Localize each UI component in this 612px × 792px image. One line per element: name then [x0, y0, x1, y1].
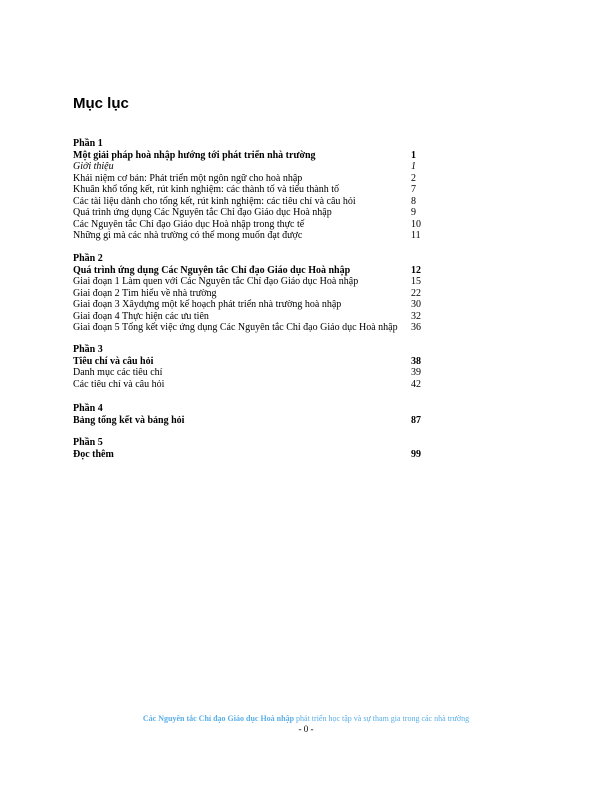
toc-entry-title: Giai đoạn 5 Tổng kết việc ứng dụng Các Nguyên tắc Chỉ đạo Giáo dục Hoà nhập: [73, 322, 398, 333]
toc-entry-title: Các tài liệu dành cho tổng kết, rút kinh nghiệm: các tiêu chí và câu hỏi: [73, 195, 356, 207]
footer-bold-title: Các Nguyên tắc Chỉ đạo Giáo dục Hoà nhập: [142, 714, 295, 723]
toc-section: [73, 437, 423, 460]
toc-entry-page: 2: [411, 172, 416, 184]
toc-entry-page: 30: [411, 299, 421, 310]
toc-entry[interactable]: [73, 207, 423, 219]
toc-entry-page: 1: [411, 149, 416, 161]
toc-entry-title: Các Nguyên tắc Chỉ đạo Giáo dục Hoà nhập trong thực tế: [73, 218, 305, 230]
toc-entry-title: Giai đoạn 2 Tìm hiểu về nhà trường: [73, 287, 217, 299]
toc-entry-title: Khái niệm cơ bản: Phát triển một ngôn ngữ cho hoà nhập: [73, 172, 303, 184]
toc-entry-title: Giai đoạn 3 Xâydựng một kế hoạch phát triển nhà trường hoà nhập: [73, 299, 342, 310]
toc-section: [73, 403, 423, 426]
toc-entry-title: Các tiêu chí và câu hỏi: [73, 378, 165, 390]
toc-section: [73, 344, 423, 390]
toc-entry-title: Giai đoạn 4 Thực hiện các ưu tiên: [73, 310, 209, 322]
toc-entry[interactable]: [73, 311, 423, 323]
toc-section: [73, 138, 423, 242]
section-label: Phần 5: [73, 437, 103, 448]
toc-entry-title: Quá trình ứng dụng Các Nguyên tắc Chỉ đạo Giáo dục Hoà nhập: [73, 264, 351, 276]
toc-entry[interactable]: [73, 230, 423, 242]
toc-entry-page: 22: [411, 287, 421, 299]
toc-entry[interactable]: [73, 379, 423, 391]
toc-entry[interactable]: [73, 265, 423, 277]
toc-entry-page: 87: [411, 414, 421, 426]
toc-entry[interactable]: [73, 356, 423, 368]
toc-entry[interactable]: [73, 367, 423, 379]
section-label: Phần 2: [73, 253, 103, 264]
toc-entry[interactable]: [73, 150, 423, 162]
toc-entry-page: 12: [411, 264, 421, 276]
toc-entry-page: 9: [411, 207, 416, 218]
section-label: Phần 4: [73, 403, 103, 414]
toc-entry-page: 1: [411, 161, 416, 172]
toc-entry[interactable]: [73, 288, 423, 300]
page-footer: [0, 713, 612, 735]
section-label: Phần 1: [73, 138, 103, 149]
toc-entry-page: 39: [411, 367, 421, 378]
toc-section: [73, 253, 423, 334]
toc-entry-title: Tiêu chí và câu hỏi: [73, 355, 154, 367]
toc-entry-title: Quá trình ứng dụng Các Nguyên tắc Chỉ đạo Giáo dục Hoà nhập: [73, 207, 332, 218]
toc-entry[interactable]: [73, 161, 423, 173]
toc-entry-page: 42: [411, 378, 421, 390]
toc-entry-title: Bảng tổng kết và bảng hỏi: [73, 414, 185, 426]
toc-entry-page: 15: [411, 276, 421, 287]
toc-entry[interactable]: [73, 449, 423, 461]
toc-entry-page: 38: [411, 355, 421, 367]
toc-entry[interactable]: [73, 299, 423, 311]
page-title: Mục lục: [73, 95, 129, 112]
toc-entry[interactable]: [73, 173, 423, 185]
toc-entry-title: Những gì mà các nhà trường có thể mong muốn đạt được: [73, 230, 303, 241]
toc-entry-page: 99: [411, 448, 421, 460]
toc-entry-page: 7: [411, 184, 416, 195]
toc-entry[interactable]: [73, 184, 423, 196]
toc-entry-title: Giới thiệu: [73, 161, 114, 172]
page-number: - 0 -: [298, 724, 314, 734]
toc-entry-page: 11: [411, 230, 421, 241]
toc-entry-page: 8: [411, 195, 416, 207]
toc-entry[interactable]: [73, 415, 423, 427]
section-label: Phần 3: [73, 344, 103, 355]
toc-entry-title: Một giải pháp hoà nhập hướng tới phát triển nhà trường: [73, 149, 316, 161]
toc-entry-title: Danh mục các tiêu chí: [73, 367, 163, 378]
toc-entry-title: Giai đoạn 1 Làm quen với Các Nguyên tắc Chỉ đạo Giáo dục Hoà nhập: [73, 276, 359, 287]
toc-entry-title: Khuân khổ tổng kết, rút kinh nghiệm: các thành tố và tiểu thành tố: [73, 184, 340, 195]
footer-subtitle: phát triển học tập và sự tham gia trong các nhà trường: [294, 714, 470, 723]
toc-entry[interactable]: [73, 322, 423, 334]
toc-entry-page: 32: [411, 310, 421, 322]
toc-entry-page: 36: [411, 322, 421, 333]
toc-entry[interactable]: [73, 219, 423, 231]
toc-entry-title: Đọc thêm: [73, 448, 114, 460]
toc-entry[interactable]: [73, 196, 423, 208]
toc-entry[interactable]: [73, 276, 423, 288]
toc-entry-page: 10: [411, 218, 421, 230]
